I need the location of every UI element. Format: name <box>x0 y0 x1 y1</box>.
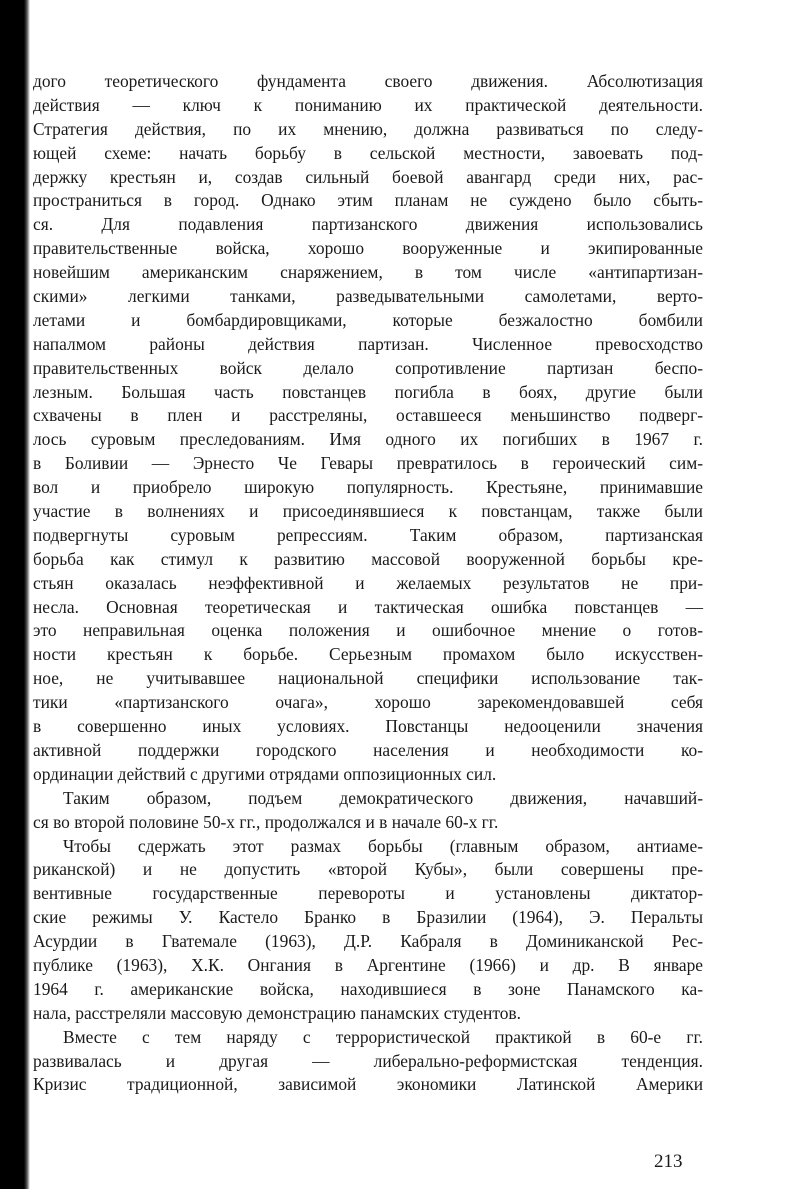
text-line: тики «партизанского очага», хорошо зарекомендовавшей себя <box>33 692 703 713</box>
text-line: лось суровым преследованиям. Имя одного их погибших в 1967 г. <box>33 429 703 450</box>
text-line: новейшим американским снаряжением, в том числе «антипартизан- <box>33 262 703 283</box>
text-line: вентивные государственные перевороты и установлены диктатор- <box>33 883 703 904</box>
text-line: подвергнуты суровым репрессиям. Таким образом, партизанская <box>33 524 703 545</box>
text-line: публике (1963), Х.К. Онгания в Аргентине (1966) и др. В январе <box>33 954 703 975</box>
text-line: несла. Основная теоретическая и тактическая ошибка повстанцев — <box>33 596 703 617</box>
text-line: дого теоретического фундамента своего движения. Абсолютизация <box>33 71 703 91</box>
text-line: ся. Для подавления партизанского движения использовались <box>33 214 703 235</box>
text-line: схвачены в плен и расстреляны, оставшееся меньшинство подверг- <box>33 405 703 426</box>
text-line: держку крестьян и, создав сильный боевой авангард среди них, рас- <box>33 166 703 187</box>
paragraph <box>33 70 703 787</box>
text-line: напалмом районы действия партизан. Численное превосходство <box>33 333 703 354</box>
text-line: правительственных войск делало сопротивление партизан беспо- <box>33 357 703 378</box>
text-line: лезным. Большая часть повстанцев погибла в боях, другие были <box>33 381 703 402</box>
text-line: Стратегия действия, по их мнению, должна развиваться по следу- <box>33 118 703 139</box>
text-line: борьба как стимул к развитию массовой вооруженной борьбы кре- <box>33 548 703 569</box>
text-line: ские режимы У. Кастело Бранко в Бразилии (1964), Э. Перальты <box>33 907 703 928</box>
text-line: правительственные войска, хорошо вооруженные и экипированные <box>33 238 703 259</box>
text-line: в совершенно иных условиях. Повстанцы недооценили значения <box>33 716 703 737</box>
scan-binding-shadow <box>0 0 30 1189</box>
text-line: ное, не учитывавшее национальной специфики использование так- <box>33 668 703 689</box>
text-line: скими» легкими танками, разведывательными самолетами, верто- <box>33 286 703 307</box>
text-line: это неправильная оценка положения и ошибочное мнение о готов- <box>33 620 703 641</box>
page-text <box>33 70 703 1097</box>
text-line: Чтобы сдержать этот размах борьбы (главным образом, антиаме- <box>63 835 703 856</box>
paragraph <box>33 787 703 835</box>
text-line: участие в волнениях и присоединявшиеся к повстанцам, также были <box>33 501 703 522</box>
paragraph <box>33 835 703 1026</box>
text-line: ординации действий с другими отрядами оппозиционных сил. <box>33 763 497 784</box>
text-line: стьян оказалась неэффективной и желаемых результатов не при- <box>33 572 703 593</box>
text-line: в Боливии — Эрнесто Че Гевары превратилось в героический сим- <box>33 453 703 474</box>
text-line: летами и бомбардировщиками, которые безжалостно бомбили <box>33 309 703 330</box>
text-line: 1964 г. американские войска, находившиеся в зоне Панамского ка- <box>33 978 703 999</box>
text-line: риканской) и не допустить «второй Кубы», были совершены пре- <box>33 859 703 880</box>
text-line: ющей схеме: начать борьбу в сельской местности, завоевать под- <box>33 142 703 163</box>
text-line: ности крестьян к борьбе. Серьезным промахом было искусствен- <box>33 644 703 665</box>
page-number: 213 <box>654 1151 683 1172</box>
text-line: нала, расстреляли массовую демонстрацию панамских студентов. <box>33 1002 521 1023</box>
text-line: вол и приобрело широкую популярность. Крестьяне, принимавшие <box>33 477 703 498</box>
text-line: Кризис традиционной, зависимой экономики Латинской Америки <box>33 1074 703 1095</box>
text-line: пространиться в город. Однако этим планам не суждено было сбыть- <box>33 190 703 211</box>
text-line: действия — ключ к пониманию их практической деятельности. <box>33 94 703 115</box>
text-line: ся во второй половине 50-х гг., продолжался и в начале 60-х гг. <box>33 811 499 832</box>
paragraph <box>33 1026 703 1098</box>
text-line: Таким образом, подъем демократического движения, начавший- <box>63 787 703 808</box>
text-line: развивалась и другая — либерально-реформистская тенденция. <box>33 1050 703 1071</box>
text-line: Асурдии в Гватемале (1963), Д.Р. Кабраля в Доминиканской Рес- <box>33 931 703 952</box>
text-line: активной поддержки городского населения и необходимости ко- <box>33 739 703 760</box>
text-line: Вместе с тем наряду с террористической практикой в 60-е гг. <box>63 1026 703 1047</box>
